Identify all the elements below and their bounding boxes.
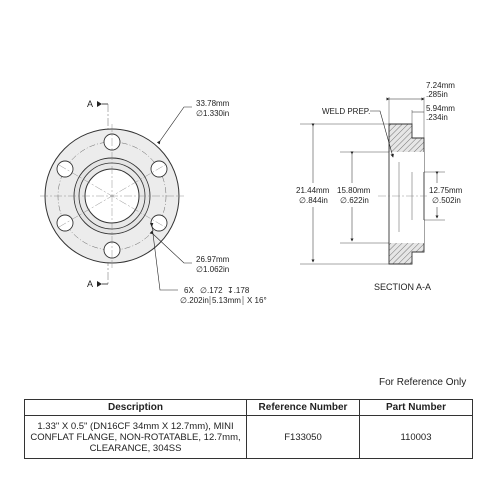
- od-dim-inch: ∅.844in: [299, 196, 328, 205]
- section-marker-top: A: [87, 99, 94, 109]
- mid-dim-mm: 15.80mm: [337, 186, 371, 195]
- outer-dim-leader: [160, 107, 192, 141]
- bolt-hole: [151, 215, 167, 231]
- table-row: [25, 416, 473, 459]
- id-dim-inch: ∅.502in: [432, 196, 461, 205]
- od-dim-mm: 21.44mm: [296, 186, 330, 195]
- front-view: [40, 99, 267, 305]
- thickness-dim-inch: .285in: [426, 90, 448, 99]
- reference-table: [24, 399, 473, 459]
- hole-callout-cs-dia: ∅.202in: [180, 296, 209, 305]
- flange-dim-mm: 5.94mm: [426, 104, 455, 113]
- center-lines: [40, 124, 184, 268]
- bolt-hole: [57, 215, 73, 231]
- bolt-hole: [57, 161, 73, 177]
- weld-prep-label: WELD PREP.: [322, 107, 371, 116]
- thickness-dim-mm: 7.24mm: [426, 81, 455, 90]
- section-view: [294, 81, 467, 292]
- section-marker-bottom: A: [87, 279, 94, 289]
- bolt-hole: [151, 161, 167, 177]
- cell-description: [25, 416, 247, 459]
- hole-callout-dia: ∅.172: [200, 286, 223, 295]
- table-header-row: [25, 400, 473, 416]
- section-bore: [389, 152, 424, 243]
- hole-callout-count: 6X: [184, 286, 194, 295]
- section-arrow-top: [97, 101, 102, 107]
- header-description: Description: [25, 400, 247, 416]
- reference-note: For Reference Only: [379, 377, 467, 388]
- section-arrow-bottom: [97, 281, 102, 287]
- flange-dim-inch: .234in: [426, 113, 448, 122]
- header-reference-number: Reference Number: [247, 400, 360, 416]
- hole-callout-angle: X 16°: [247, 296, 267, 305]
- outer-dim-inch: ∅1.330in: [196, 109, 230, 118]
- bolt-circle-dim-inch: ∅1.062in: [196, 265, 230, 274]
- id-dim-mm: 12.75mm: [429, 186, 463, 195]
- hole-callout-cs-mm: 5.13mm: [212, 296, 241, 305]
- outer-dim-mm: 33.78mm: [196, 99, 230, 108]
- description-line: 1.33" X 0.5" (DN16CF 34mm X 12.7mm), MINI: [37, 420, 234, 432]
- header-part-number: Part Number: [360, 400, 473, 416]
- description-line: CONFLAT FLANGE, NON-ROTATABLE, 12.7mm,: [30, 431, 241, 443]
- cell-part-number: 110003: [360, 416, 473, 459]
- bolt-circle-dim-mm: 26.97mm: [196, 255, 230, 264]
- hole-callout-depth: ↧.178: [227, 286, 250, 295]
- section-caption: SECTION A-A: [374, 282, 432, 292]
- cell-reference-number: F133050: [247, 416, 360, 459]
- description-line: CLEARANCE, 304SS: [89, 442, 182, 454]
- mid-dim-inch: ∅.622in: [340, 196, 369, 205]
